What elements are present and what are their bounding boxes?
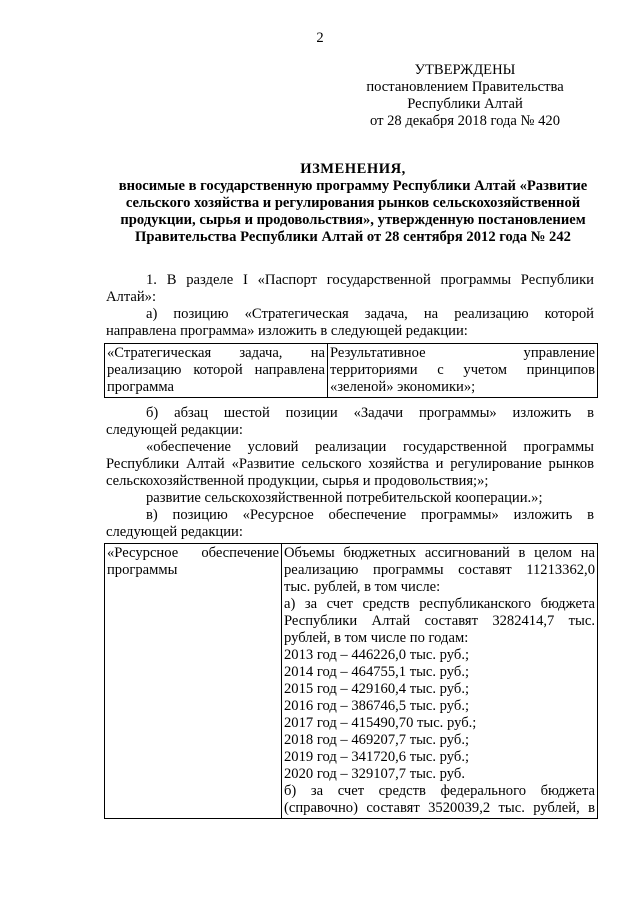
approval-line: УТВЕРЖДЕНЫ	[414, 62, 516, 78]
section-b-line: б) абзац шестой позиции «Задачи программы» изложить в	[146, 405, 594, 421]
document-title	[100, 161, 606, 246]
section-b-quote-line: сельскохозяйственной продукции, сырья и продовольствия;»;	[106, 473, 489, 489]
section-1-line: 1. В разделе I «Паспорт государственной программы Республики	[146, 272, 594, 288]
section-b-quote-line: Республики Алтай «Развитие сельского хозяйства и регулирование рынков	[106, 456, 594, 472]
section-v-line: следующей редакции:	[106, 524, 243, 540]
cell-line: программы	[107, 562, 178, 578]
title-line: сельского хозяйства и регулирования рынков сельскохозяйственной	[125, 195, 581, 211]
title-line: вносимые в государственную программу Республики Алтай «Развитие	[118, 178, 588, 194]
section-1a-line: а) позицию «Стратегическая задача, на реализацию которой	[146, 306, 594, 322]
cell-line: реализацию программы составят 11213362,0	[284, 562, 595, 578]
cell-line: «зеленой» экономики»;	[330, 379, 476, 395]
section-b-line: следующей редакции:	[106, 422, 243, 438]
section-1	[106, 272, 594, 340]
table-cell-right	[282, 544, 598, 819]
approval-stamp	[360, 62, 570, 130]
cell-line: 2019 год – 341720,6 тыс. руб.;	[284, 749, 470, 765]
cell-line: тыс. рублей, в том числе:	[284, 579, 441, 595]
title-heading: ИЗМЕНЕНИЯ,	[300, 161, 406, 177]
cell-line: реализацию которой направлена	[107, 362, 325, 378]
cell-line: а) за счет средств республиканского бюджета	[284, 596, 595, 612]
cell-line: 2020 год – 329107,7 тыс. руб.	[284, 766, 465, 782]
cell-line: «Ресурсное обеспечение	[107, 545, 279, 561]
approval-line: постановлением Правительства	[366, 79, 564, 95]
strategic-task-table	[104, 343, 598, 398]
cell-line: 2015 год – 429160,4 тыс. руб.;	[284, 681, 470, 697]
approval-line: от 28 декабря 2018 года № 420	[369, 113, 561, 129]
section-b-quote-line: развитие сельскохозяйственной потребительской кооперации.»;	[146, 490, 543, 506]
table-cell-left	[105, 344, 328, 398]
approval-line: Республики Алтай	[407, 96, 523, 112]
resource-table	[104, 543, 598, 819]
table-row	[105, 544, 598, 819]
cell-line: Результативное управление	[330, 345, 595, 361]
cell-line: 2016 год – 386746,5 тыс. руб.;	[284, 698, 470, 714]
cell-line: рублей, в том числе по годам:	[284, 630, 469, 646]
cell-line: 2013 год – 446226,0 тыс. руб.;	[284, 647, 470, 663]
title-line: Правительства Республики Алтай от 28 сентября 2012 года № 242	[135, 229, 571, 245]
cell-line: 2014 год – 464755,1 тыс. руб.;	[284, 664, 470, 680]
cell-line: 2018 год – 469207,7 тыс. руб.;	[284, 732, 470, 748]
table-cell-right	[328, 344, 598, 398]
section-1a-line: направлена программа» изложить в следующей редакции:	[106, 323, 468, 339]
section-b	[106, 405, 594, 541]
cell-line: (справочно) составят 3520039,2 тыс. рублей, в	[284, 800, 595, 816]
cell-line: Объемы бюджетных ассигнований в целом на	[284, 545, 595, 561]
table-row	[105, 344, 598, 398]
section-1-line: Алтай»:	[106, 289, 157, 305]
cell-line: б) за счет средств федерального бюджета	[284, 783, 595, 799]
section-b-quote-line: «обеспечение условий реализации государственной программы	[146, 439, 594, 455]
cell-line: программа	[107, 379, 175, 395]
cell-line: территориями с учетом принципов	[330, 362, 595, 378]
cell-line: 2017 год – 415490,70 тыс. руб.;	[284, 715, 477, 731]
table-cell-left	[105, 544, 282, 819]
page-number: 2	[316, 30, 324, 46]
cell-line: «Стратегическая задача, на	[107, 345, 325, 361]
cell-line: Республики Алтай составят 3282414,7 тыс.	[284, 613, 595, 629]
title-line: продукции, сырья и продовольствия», утвержденную постановлением	[120, 212, 586, 228]
section-v-line: в) позицию «Ресурсное обеспечение программы» изложить в	[146, 507, 594, 523]
